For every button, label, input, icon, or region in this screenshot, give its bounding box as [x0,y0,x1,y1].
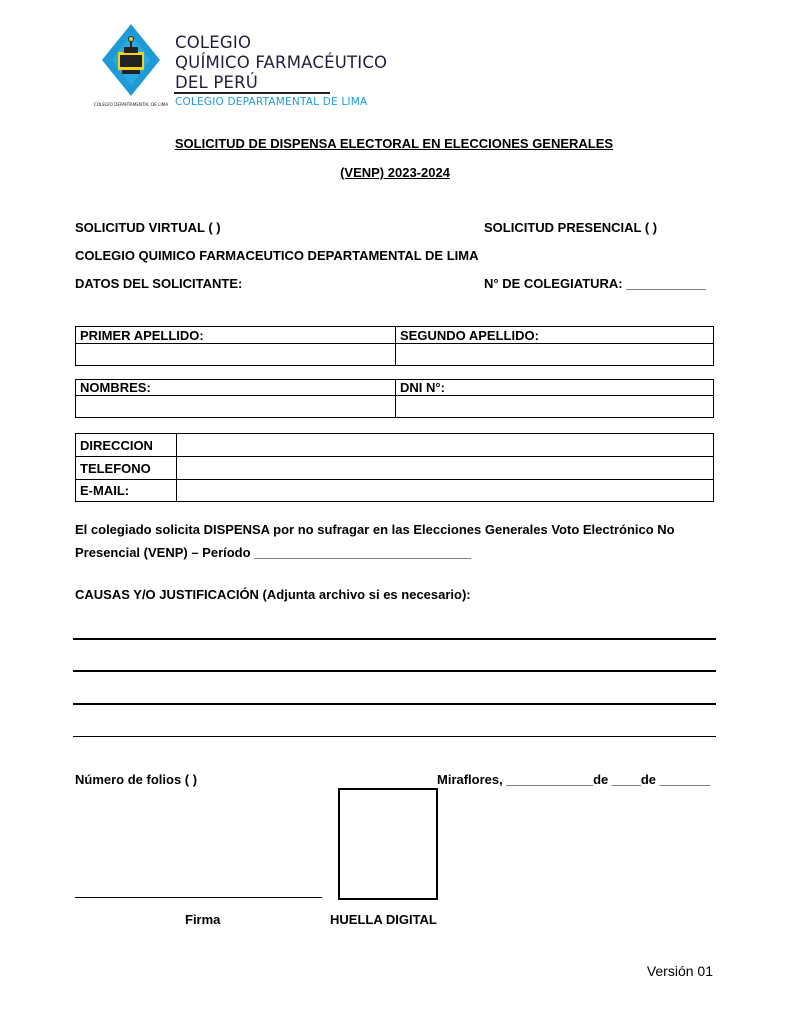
signature-line[interactable] [75,897,322,898]
folios-count-field[interactable]: Número de folios ( ) [75,772,198,787]
surnames-table [75,326,714,366]
address-input[interactable] [177,434,714,457]
applicant-heading: DATOS DEL SOLICITANTE: [75,276,243,291]
phone-input[interactable] [177,457,714,480]
second-surname-label: SEGUNDO APELLIDO: [396,327,714,344]
justification-line-2[interactable] [73,670,716,672]
names-id-table [75,379,714,418]
brand-divider [174,92,330,94]
given-names-input[interactable] [76,396,396,418]
brand-line-2: QUÍMICO FARMACÉUTICO [175,53,388,72]
justification-line-1[interactable] [73,638,716,640]
first-surname-input[interactable] [76,344,396,366]
dni-input[interactable] [396,396,714,418]
contact-table [75,433,714,502]
address-label: DIRECCION [76,434,177,457]
phone-label: TELEFONO [76,457,177,480]
fingerprint-box[interactable] [338,788,438,900]
dni-label: DNI N°: [396,380,714,396]
version-label: Versión 01 [646,963,713,979]
email-input[interactable] [177,480,714,502]
virtual-request-option[interactable]: SOLICITUD VIRTUAL ( ) [75,220,221,235]
brand-name [175,33,387,93]
request-text-line-1: El colegiado solicita DISPENSA por no sufragar en las Elecciones Generales Voto Electrónico No [75,522,675,537]
document-title: SOLICITUD DE DISPENSA ELECTORAL EN ELECCIONES GENERALES [174,136,614,151]
brand-line-3: DEL PERÚ [175,73,259,92]
fingerprint-label: HUELLA DIGITAL [330,912,437,927]
date-field[interactable]: Miraflores, ____________de ____de _______ [437,772,711,787]
brand-subtitle: COLEGIO DEPARTAMENTAL DE LIMA [175,96,368,108]
causes-label: CAUSAS Y/O JUSTIFICACIÓN (Adjunta archivo si es necesario): [75,587,471,602]
second-surname-input[interactable] [396,344,714,366]
registration-number-field[interactable]: N° DE COLEGIATURA: ___________ [484,276,706,291]
institution-name: COLEGIO QUIMICO FARMACEUTICO DEPARTAMENTAL DE LIMA [75,248,479,263]
seal-bottom-text: COLEGIO DEPARTAMENTAL DE LIMA [93,102,169,107]
first-surname-label: PRIMER APELLIDO: [76,327,396,344]
brand-line-1: COLEGIO [175,33,252,52]
college-seal-logo [93,20,169,114]
in-person-request-option[interactable]: SOLICITUD PRESENCIAL ( ) [484,220,658,235]
document-subtitle: (VENP) 2023-2024 [340,165,450,180]
justification-line-4[interactable] [73,736,716,737]
signature-label: Firma [185,912,221,927]
request-text-line-2: Presencial (VENP) – Período ______________________________ [75,545,472,560]
email-label: E-MAIL: [76,480,177,502]
justification-line-3[interactable] [73,703,716,705]
given-names-label: NOMBRES: [76,380,396,396]
